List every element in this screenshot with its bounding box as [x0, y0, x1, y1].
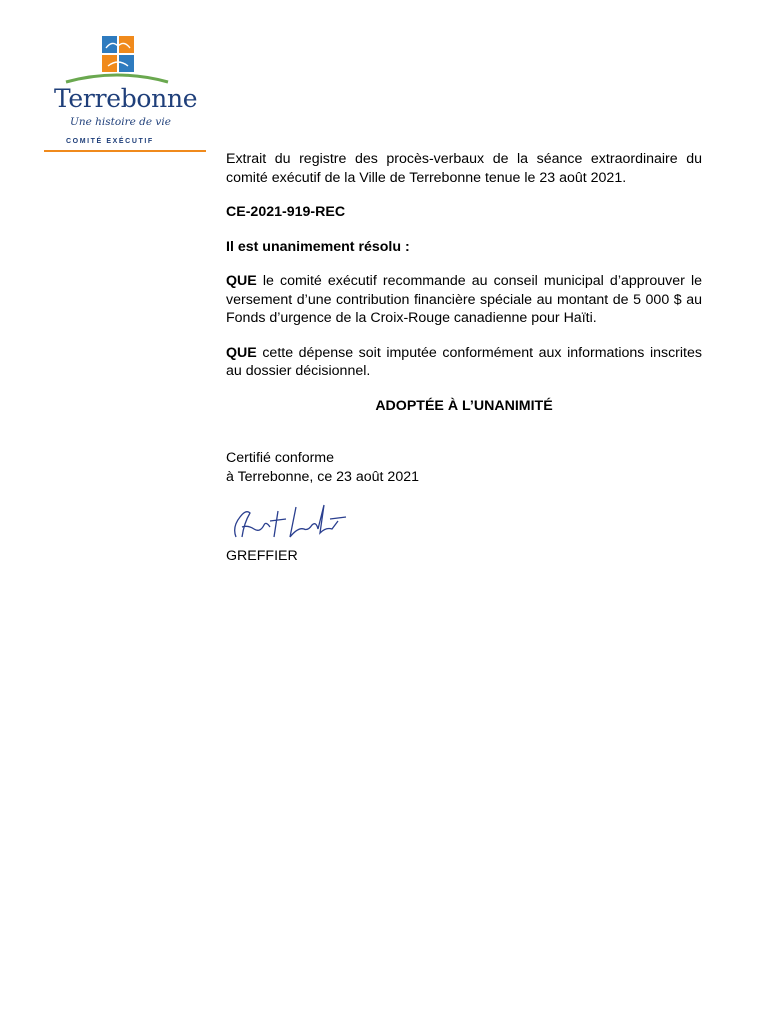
resolution-keyword: QUE [226, 344, 257, 361]
certified-line-2: à Terrebonne, ce 23 août 2021 [226, 468, 419, 485]
committee-label: COMITÉ EXÉCUTIF [66, 138, 154, 145]
resolved-heading: Il est unanimement résolu : [226, 238, 410, 255]
intro-paragraph: Extrait du registre des procès-verbaux de la séance extraordinaire du comité exécutif de la Ville de Terrebonne tenue le 23 août 2021. [226, 151, 702, 186]
resolution-keyword: QUE [226, 273, 257, 289]
city-name: Terrebonne [54, 84, 198, 113]
terrebonne-logo [40, 32, 210, 154]
resolution-paragraph-1 [226, 272, 702, 328]
signatory-title: GREFFIER [226, 548, 298, 564]
resolution-paragraph-2 [226, 344, 702, 381]
logo-arc-icon [64, 70, 170, 84]
adopted-statement: ADOPTÉE À L’UNANIMITÉ [375, 397, 553, 414]
resolution-text: cette dépense soit imputée conformément aux informations inscrites au dossier décisionnel. [226, 344, 702, 379]
city-tagline: Une histoire de vie [70, 116, 171, 128]
signature-icon [226, 497, 356, 545]
resolution-text: le comité exécutif recommande au conseil municipal d’approuver le versement d’une contribution financière spéciale au montant de 5 000 $ au Fonds d’urgence de la Croix-Rouge canadienne pour Haïti. [226, 273, 702, 326]
document-body [226, 150, 702, 486]
resolution-reference: CE-2021-919-REC [226, 204, 346, 220]
header-divider [44, 150, 206, 152]
certified-line-1: Certifié conforme [226, 450, 335, 466]
